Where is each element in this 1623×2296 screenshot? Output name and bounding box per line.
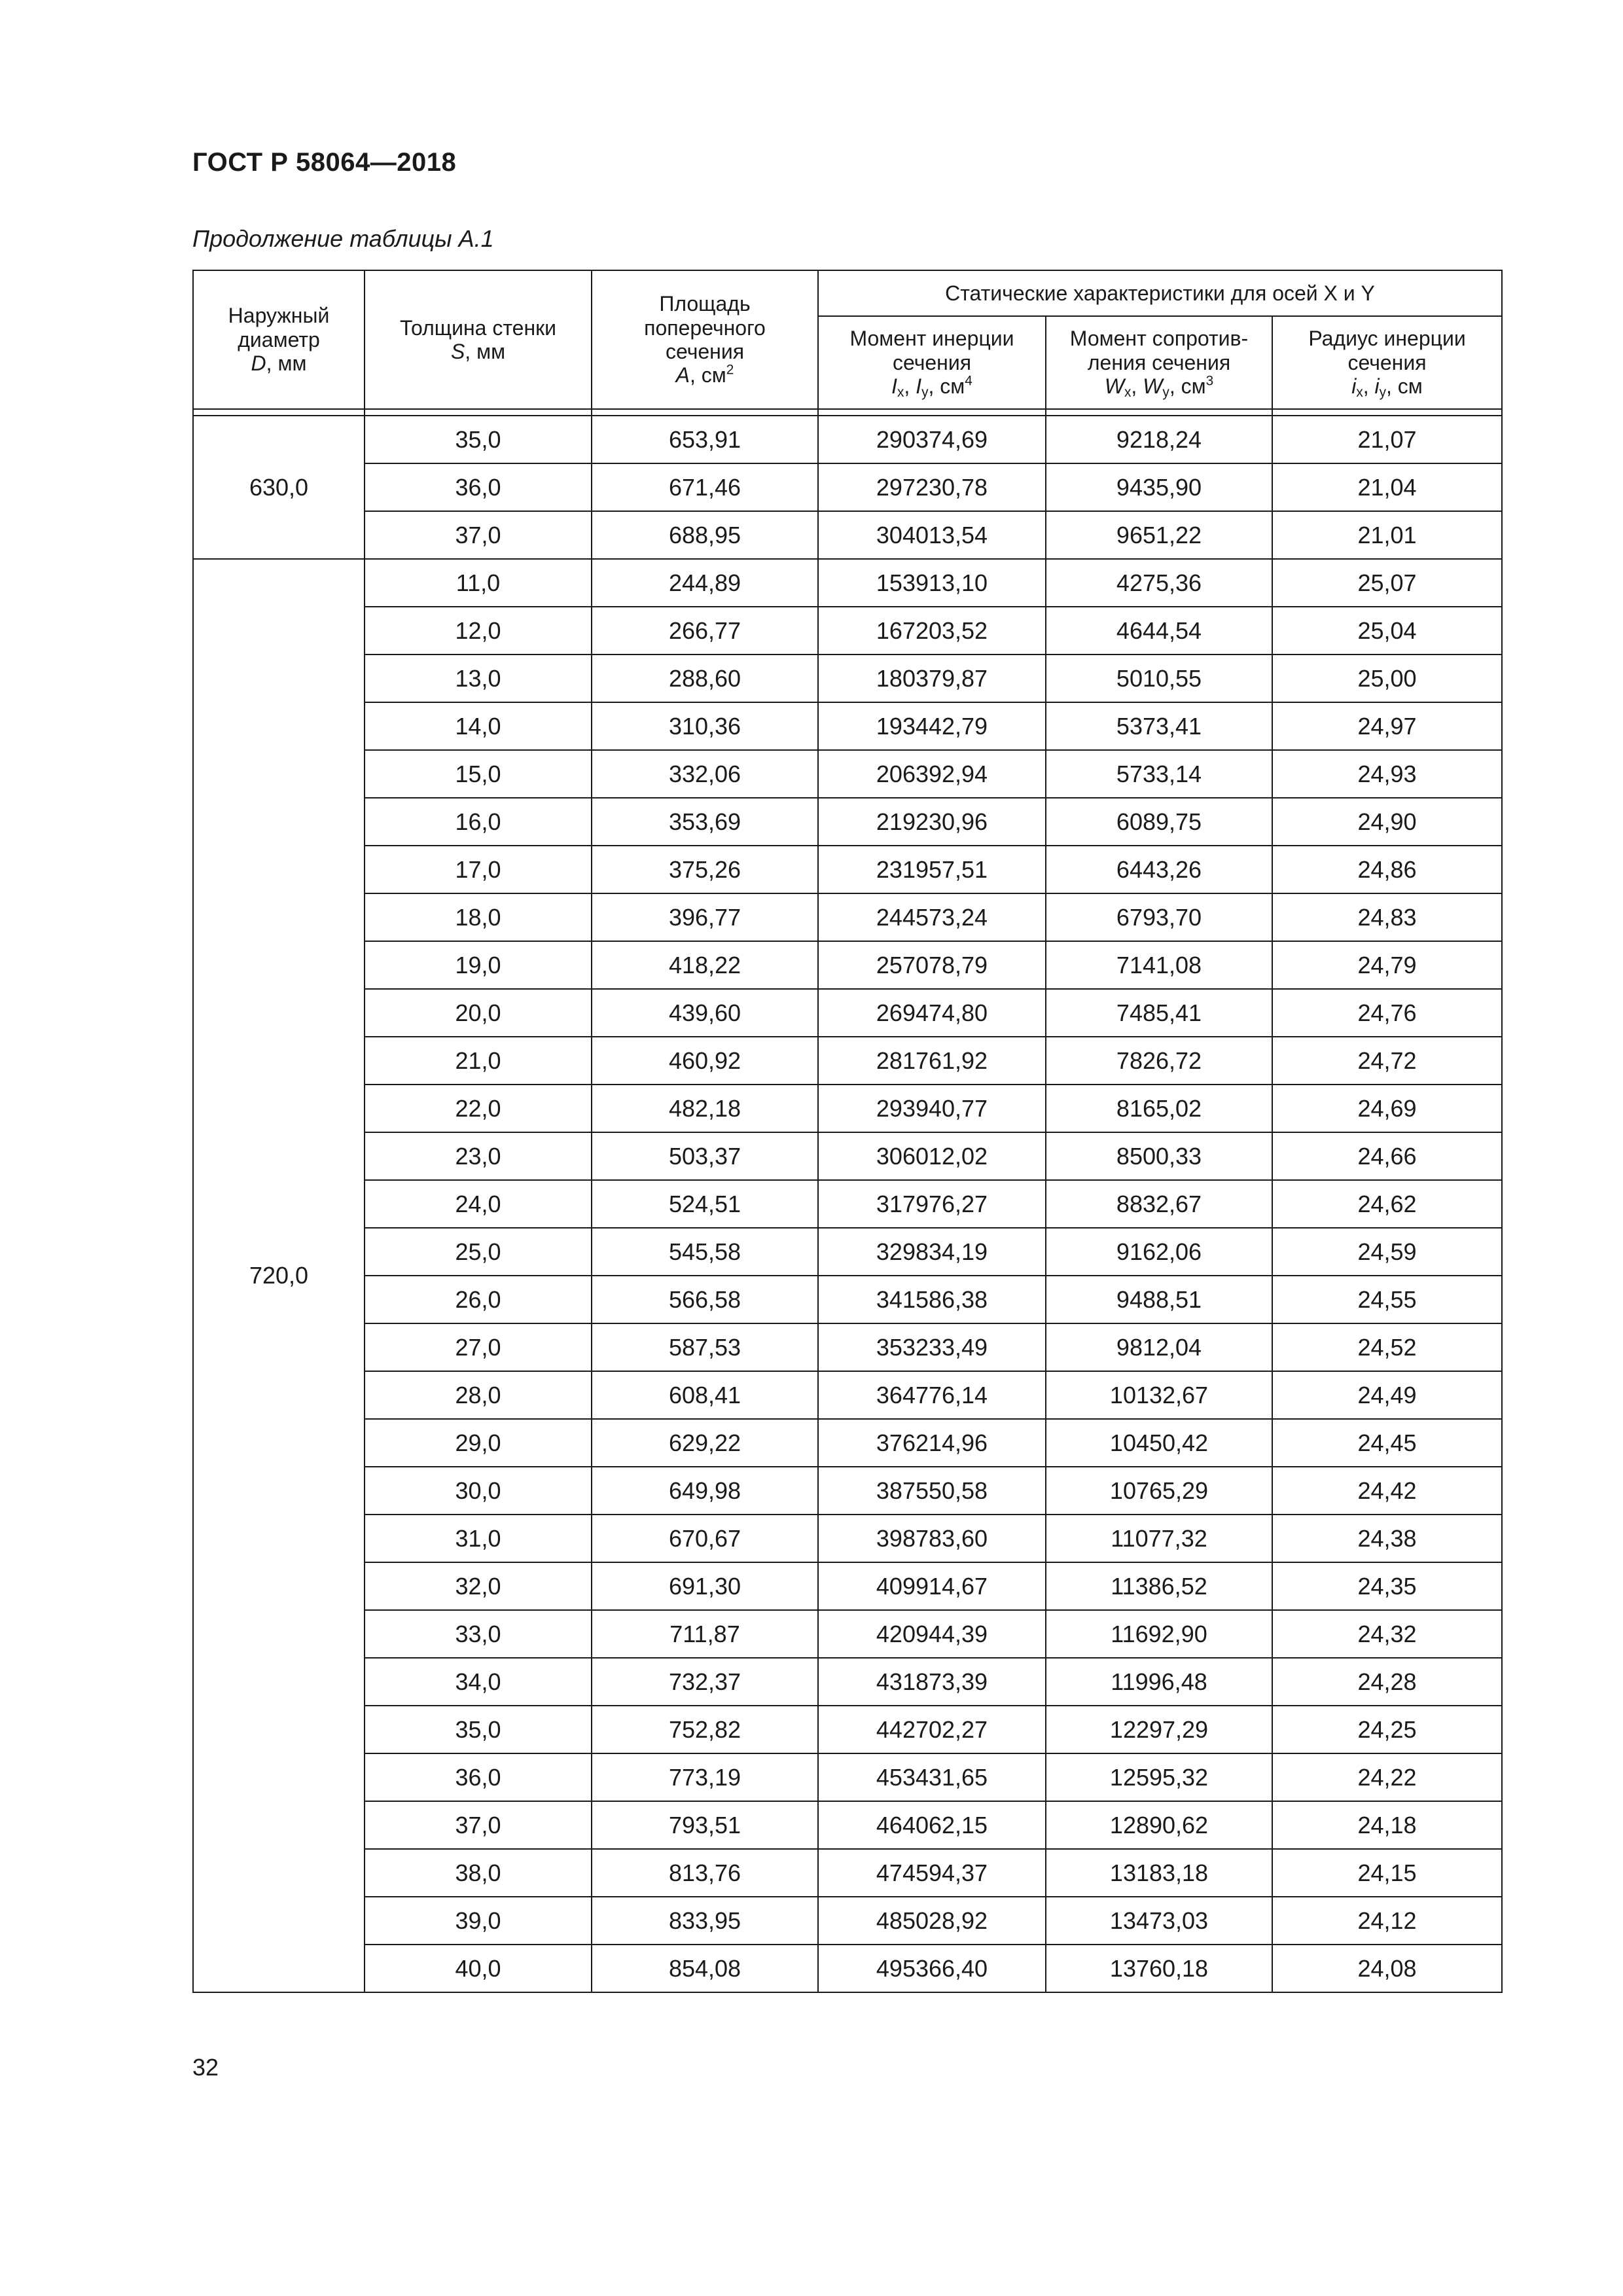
cell-area: 813,76 [592, 1849, 818, 1897]
cell-thickness: 25,0 [365, 1228, 592, 1276]
cell-thickness: 31,0 [365, 1515, 592, 1562]
cell-radius: 24,12 [1272, 1897, 1502, 1945]
cell-modulus: 11692,90 [1046, 1610, 1272, 1658]
table-row [193, 1562, 1502, 1610]
document-code-header: ГОСТ Р 58064—2018 [192, 148, 457, 177]
cell-modulus: 9162,06 [1046, 1228, 1272, 1276]
cell-modulus: 7141,08 [1046, 941, 1272, 989]
cell-modulus: 13473,03 [1046, 1897, 1272, 1945]
cell-modulus: 5733,14 [1046, 750, 1272, 798]
cell-inertia: 442702,27 [818, 1706, 1046, 1753]
cell-modulus: 6443,26 [1046, 846, 1272, 893]
cell-area: 833,95 [592, 1897, 818, 1945]
table-row [193, 846, 1502, 893]
cell-diameter: 630,0 [193, 416, 365, 559]
cell-inertia: 167203,52 [818, 607, 1046, 655]
cell-inertia: 341586,38 [818, 1276, 1046, 1323]
cell-thickness: 36,0 [365, 1753, 592, 1801]
table-row [193, 1371, 1502, 1419]
cell-modulus: 9435,90 [1046, 463, 1272, 511]
table-row [193, 1897, 1502, 1945]
table-row [193, 607, 1502, 655]
cell-radius: 25,07 [1272, 559, 1502, 607]
cell-radius: 24,93 [1272, 750, 1502, 798]
cell-radius: 24,59 [1272, 1228, 1502, 1276]
cell-thickness: 37,0 [365, 511, 592, 559]
cell-area: 566,58 [592, 1276, 818, 1323]
table-row [193, 655, 1502, 702]
cell-inertia: 290374,69 [818, 416, 1046, 463]
header-separator [193, 409, 1502, 416]
table-row [193, 941, 1502, 989]
cell-area: 332,06 [592, 750, 818, 798]
cell-modulus: 8500,33 [1046, 1132, 1272, 1180]
cell-modulus: 5010,55 [1046, 655, 1272, 702]
cell-modulus: 9651,22 [1046, 511, 1272, 559]
cell-modulus: 9812,04 [1046, 1323, 1272, 1371]
table-row [193, 1658, 1502, 1706]
cell-modulus: 6793,70 [1046, 893, 1272, 941]
cell-modulus: 13760,18 [1046, 1945, 1272, 1992]
cell-inertia: 398783,60 [818, 1515, 1046, 1562]
cell-area: 670,67 [592, 1515, 818, 1562]
cell-area: 649,98 [592, 1467, 818, 1515]
table-row [193, 1276, 1502, 1323]
cell-radius: 24,86 [1272, 846, 1502, 893]
cell-modulus: 11077,32 [1046, 1515, 1272, 1562]
cell-inertia: 464062,15 [818, 1801, 1046, 1849]
cell-thickness: 16,0 [365, 798, 592, 846]
table-row [193, 559, 1502, 607]
cell-modulus: 9488,51 [1046, 1276, 1272, 1323]
cell-inertia: 269474,80 [818, 989, 1046, 1037]
table-row [193, 1753, 1502, 1801]
cell-radius: 21,07 [1272, 416, 1502, 463]
cell-inertia: 353233,49 [818, 1323, 1046, 1371]
cell-inertia: 485028,92 [818, 1897, 1046, 1945]
cell-area: 353,69 [592, 798, 818, 846]
header-radius-of-gyration: Радиус инерции сечения $i_x$, $i_y$, см [1272, 316, 1502, 409]
cell-thickness: 29,0 [365, 1419, 592, 1467]
cell-radius: 24,22 [1272, 1753, 1502, 1801]
cell-thickness: 35,0 [365, 416, 592, 463]
table-row [193, 893, 1502, 941]
table-header [193, 270, 1502, 416]
cell-area: 503,37 [592, 1132, 818, 1180]
cell-thickness: 38,0 [365, 1849, 592, 1897]
table-row [193, 1467, 1502, 1515]
cell-area: 288,60 [592, 655, 818, 702]
cell-thickness: 23,0 [365, 1132, 592, 1180]
table-row [193, 1085, 1502, 1132]
cell-thickness: 32,0 [365, 1562, 592, 1610]
cell-inertia: 317976,27 [818, 1180, 1046, 1228]
cell-area: 396,77 [592, 893, 818, 941]
cell-thickness: 17,0 [365, 846, 592, 893]
cell-thickness: 20,0 [365, 989, 592, 1037]
cell-area: 691,30 [592, 1562, 818, 1610]
cell-area: 545,58 [592, 1228, 818, 1276]
cell-modulus: 4275,36 [1046, 559, 1272, 607]
cell-diameter: 720,0 [193, 559, 365, 1992]
cell-radius: 25,04 [1272, 607, 1502, 655]
cell-radius: 24,15 [1272, 1849, 1502, 1897]
cell-thickness: 26,0 [365, 1276, 592, 1323]
cell-modulus: 10765,29 [1046, 1467, 1272, 1515]
cell-modulus: 9218,24 [1046, 416, 1272, 463]
header-area: Площадь поперечного сечения A, $см^2$ [592, 270, 818, 409]
cell-inertia: 453431,65 [818, 1753, 1046, 1801]
table-caption: Продолжение таблицы А.1 [192, 225, 494, 252]
table-row [193, 1323, 1502, 1371]
header-static-characteristics: Статические характеристики для осей X и Y [818, 270, 1502, 316]
cell-thickness: 12,0 [365, 607, 592, 655]
cell-radius: 24,90 [1272, 798, 1502, 846]
cell-thickness: 39,0 [365, 1897, 592, 1945]
cell-modulus: 8832,67 [1046, 1180, 1272, 1228]
cell-radius: 24,79 [1272, 941, 1502, 989]
cell-inertia: 364776,14 [818, 1371, 1046, 1419]
cell-thickness: 34,0 [365, 1658, 592, 1706]
cell-area: 752,82 [592, 1706, 818, 1753]
cell-thickness: 11,0 [365, 559, 592, 607]
cell-area: 854,08 [592, 1945, 818, 1992]
page-number: 32 [192, 2054, 219, 2081]
cell-inertia: 206392,94 [818, 750, 1046, 798]
cell-modulus: 10450,42 [1046, 1419, 1272, 1467]
cell-radius: 21,01 [1272, 511, 1502, 559]
cell-area: 310,36 [592, 702, 818, 750]
cell-modulus: 12595,32 [1046, 1753, 1272, 1801]
header-moment-of-inertia: Момент инерции сечения $I_x$, $I_y$, $см^4$ [818, 316, 1046, 409]
table-row [193, 1849, 1502, 1897]
header-thickness: Толщина стенки S, мм [365, 270, 592, 409]
cell-inertia: 409914,67 [818, 1562, 1046, 1610]
cell-modulus: 5373,41 [1046, 702, 1272, 750]
cell-radius: 24,97 [1272, 702, 1502, 750]
cell-thickness: 33,0 [365, 1610, 592, 1658]
cell-inertia: 153913,10 [818, 559, 1046, 607]
cell-inertia: 376214,96 [818, 1419, 1046, 1467]
cell-inertia: 193442,79 [818, 702, 1046, 750]
cell-inertia: 420944,39 [818, 1610, 1046, 1658]
cell-inertia: 293940,77 [818, 1085, 1046, 1132]
cell-inertia: 431873,39 [818, 1658, 1046, 1706]
table-body [193, 416, 1502, 1992]
cell-modulus: 4644,54 [1046, 607, 1272, 655]
cell-radius: 24,28 [1272, 1658, 1502, 1706]
cell-thickness: 27,0 [365, 1323, 592, 1371]
cell-modulus: 8165,02 [1046, 1085, 1272, 1132]
cell-inertia: 244573,24 [818, 893, 1046, 941]
cell-thickness: 36,0 [365, 463, 592, 511]
table-row [193, 1706, 1502, 1753]
cell-modulus: 13183,18 [1046, 1849, 1272, 1897]
cell-inertia: 329834,19 [818, 1228, 1046, 1276]
table-row [193, 989, 1502, 1037]
cell-area: 418,22 [592, 941, 818, 989]
cell-inertia: 297230,78 [818, 463, 1046, 511]
cell-area: 266,77 [592, 607, 818, 655]
cell-area: 460,92 [592, 1037, 818, 1085]
cell-area: 653,91 [592, 416, 818, 463]
cell-modulus: 7485,41 [1046, 989, 1272, 1037]
cell-radius: 24,35 [1272, 1562, 1502, 1610]
cell-thickness: 15,0 [365, 750, 592, 798]
table-row [193, 1945, 1502, 1992]
table-row [193, 750, 1502, 798]
table-row [193, 463, 1502, 511]
table-row [193, 798, 1502, 846]
cell-thickness: 28,0 [365, 1371, 592, 1419]
cell-radius: 21,04 [1272, 463, 1502, 511]
cell-area: 608,41 [592, 1371, 818, 1419]
cell-area: 587,53 [592, 1323, 818, 1371]
cell-radius: 24,08 [1272, 1945, 1502, 1992]
cell-thickness: 21,0 [365, 1037, 592, 1085]
cell-area: 732,37 [592, 1658, 818, 1706]
cell-inertia: 281761,92 [818, 1037, 1046, 1085]
cell-radius: 24,83 [1272, 893, 1502, 941]
cell-radius: 24,18 [1272, 1801, 1502, 1849]
table-row [193, 1037, 1502, 1085]
table-row [193, 1801, 1502, 1849]
cell-thickness: 24,0 [365, 1180, 592, 1228]
header-diameter: Наружный диаметр D, мм [193, 270, 365, 409]
cell-area: 482,18 [592, 1085, 818, 1132]
table-row [193, 1132, 1502, 1180]
cell-radius: 25,00 [1272, 655, 1502, 702]
cell-area: 629,22 [592, 1419, 818, 1467]
cell-radius: 24,45 [1272, 1419, 1502, 1467]
cell-radius: 24,66 [1272, 1132, 1502, 1180]
cell-modulus: 12890,62 [1046, 1801, 1272, 1849]
cell-inertia: 304013,54 [818, 511, 1046, 559]
cell-inertia: 231957,51 [818, 846, 1046, 893]
cell-thickness: 18,0 [365, 893, 592, 941]
cell-modulus: 7826,72 [1046, 1037, 1272, 1085]
cell-inertia: 219230,96 [818, 798, 1046, 846]
cell-inertia: 306012,02 [818, 1132, 1046, 1180]
table-row [193, 1515, 1502, 1562]
cell-thickness: 30,0 [365, 1467, 592, 1515]
cell-radius: 24,25 [1272, 1706, 1502, 1753]
cell-modulus: 11996,48 [1046, 1658, 1272, 1706]
cell-modulus: 11386,52 [1046, 1562, 1272, 1610]
cell-thickness: 35,0 [365, 1706, 592, 1753]
cell-area: 524,51 [592, 1180, 818, 1228]
cell-radius: 24,76 [1272, 989, 1502, 1037]
cell-area: 244,89 [592, 559, 818, 607]
cell-area: 711,87 [592, 1610, 818, 1658]
cell-area: 793,51 [592, 1801, 818, 1849]
cell-inertia: 474594,37 [818, 1849, 1046, 1897]
header-section-modulus: Момент сопротив- ления сечения $W_x$, $W_y$, $см^3$ [1046, 316, 1272, 409]
section-properties-table [192, 270, 1503, 1993]
table-row [193, 416, 1502, 463]
cell-inertia: 387550,58 [818, 1467, 1046, 1515]
cell-area: 688,95 [592, 511, 818, 559]
table-row [193, 1610, 1502, 1658]
cell-radius: 24,69 [1272, 1085, 1502, 1132]
cell-area: 439,60 [592, 989, 818, 1037]
cell-area: 773,19 [592, 1753, 818, 1801]
cell-thickness: 13,0 [365, 655, 592, 702]
cell-thickness: 14,0 [365, 702, 592, 750]
cell-radius: 24,52 [1272, 1323, 1502, 1371]
cell-thickness: 37,0 [365, 1801, 592, 1849]
cell-thickness: 22,0 [365, 1085, 592, 1132]
cell-radius: 24,42 [1272, 1467, 1502, 1515]
cell-radius: 24,62 [1272, 1180, 1502, 1228]
cell-thickness: 19,0 [365, 941, 592, 989]
cell-modulus: 6089,75 [1046, 798, 1272, 846]
cell-radius: 24,72 [1272, 1037, 1502, 1085]
table-row [193, 511, 1502, 559]
cell-radius: 24,32 [1272, 1610, 1502, 1658]
cell-modulus: 10132,67 [1046, 1371, 1272, 1419]
cell-area: 375,26 [592, 846, 818, 893]
table-row [193, 1180, 1502, 1228]
cell-radius: 24,38 [1272, 1515, 1502, 1562]
cell-modulus: 12297,29 [1046, 1706, 1272, 1753]
table-row [193, 702, 1502, 750]
cell-inertia: 495366,40 [818, 1945, 1046, 1992]
cell-inertia: 180379,87 [818, 655, 1046, 702]
cell-area: 671,46 [592, 463, 818, 511]
table-row [193, 1228, 1502, 1276]
cell-radius: 24,49 [1272, 1371, 1502, 1419]
cell-inertia: 257078,79 [818, 941, 1046, 989]
table-row [193, 1419, 1502, 1467]
cell-radius: 24,55 [1272, 1276, 1502, 1323]
cell-thickness: 40,0 [365, 1945, 592, 1992]
